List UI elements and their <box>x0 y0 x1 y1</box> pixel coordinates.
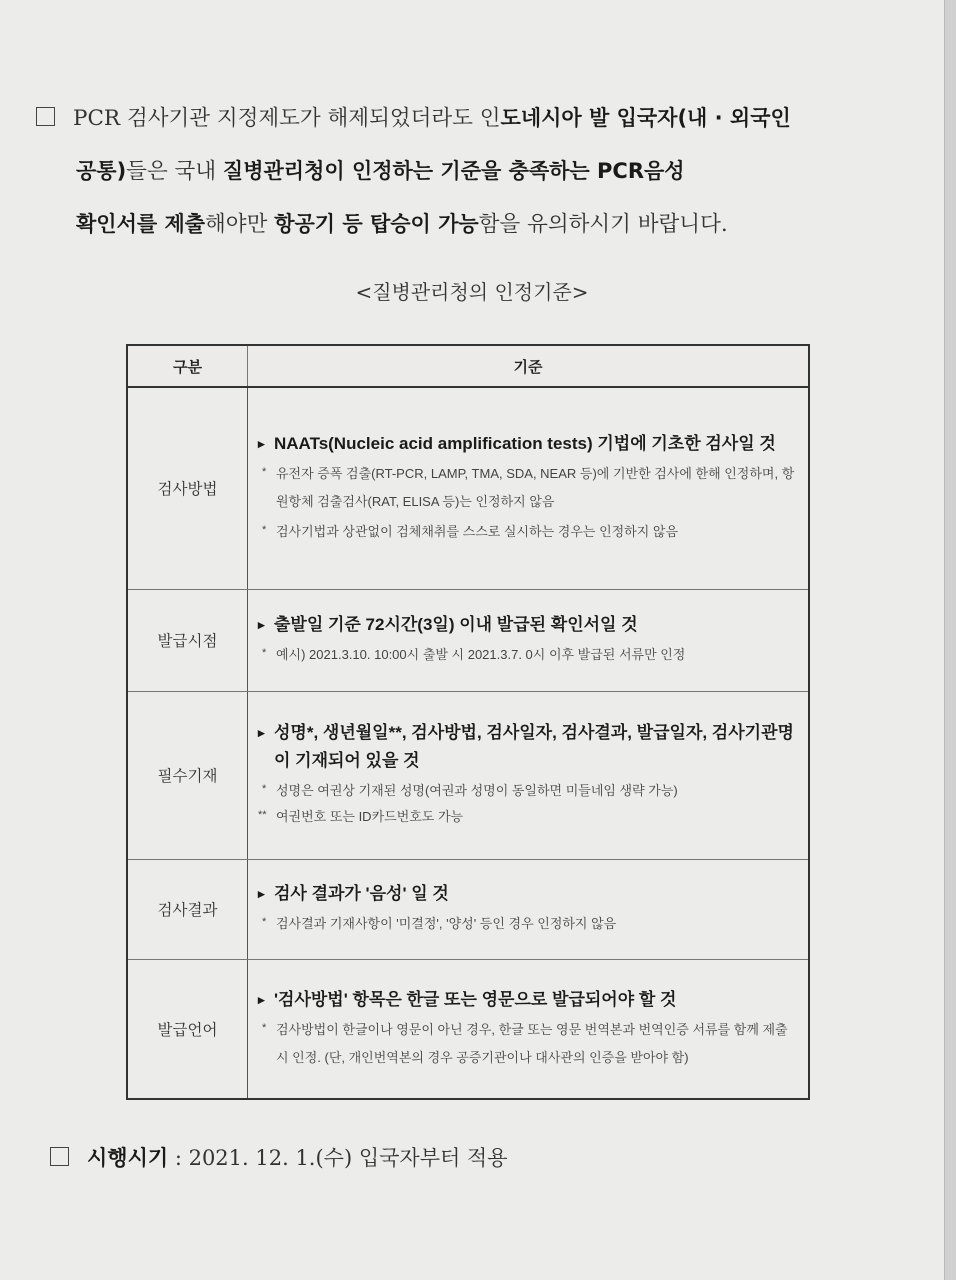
row-criteria <box>248 589 810 691</box>
checkbox-icon <box>50 1147 69 1166</box>
table-row <box>127 387 809 589</box>
notice-emphasis: 항공기 등 탑승이 가능 <box>274 212 479 236</box>
table-header-row <box>127 345 809 387</box>
notice-line-3 <box>36 198 906 251</box>
criteria-main: ▸ 출발일 기준 72시간(3일) 이내 발급된 확인서일 것 <box>258 611 800 639</box>
checkbox-icon <box>36 107 55 126</box>
header-criteria: 기준 <box>248 345 810 387</box>
notice-emphasis: (내 · 외국인 <box>677 106 791 130</box>
criteria-main: ▸ '검사방법' 항목은 한글 또는 영문으로 발급되어야 할 것 <box>258 986 800 1014</box>
criteria-note: * 검사방법이 한글이나 영문이 아닌 경우, 한글 또는 영문 번역본과 번역인증 서류를 함께 제출 시 인정. (단, 개인번역본의 경우 공증기관이나 대사관의 인증을 받아야 함) <box>258 1016 800 1072</box>
notice-text: 함을 유의하시기 바랍니다. <box>478 212 728 237</box>
criteria-note: * 검사결과 기재사항이 '미결정', '양성' 등인 경우 인정하지 않음 <box>258 910 800 938</box>
notice-emphasis: 질병관리청이 인정하는 기준을 충족하는 PCR음성 <box>222 159 685 183</box>
notice-paragraph <box>36 92 906 251</box>
criteria-main: ▸ 검사 결과가 '음성' 일 것 <box>258 880 800 908</box>
row-criteria <box>248 959 810 1099</box>
notice-emphasis: 도네시아 발 입국자 <box>500 106 678 130</box>
criteria-note: * 성명은 여권상 기재된 성명(여권과 성명이 동일하면 미들네임 생략 가능) <box>258 777 800 805</box>
notice-line-2 <box>36 145 906 198</box>
row-criteria <box>248 387 810 589</box>
criteria-table <box>126 344 810 1100</box>
row-criteria <box>248 859 810 959</box>
criteria-note: * 검사기법과 상관없이 검체채취를 스스로 실시하는 경우는 인정하지 않음 <box>258 518 800 546</box>
criteria-note: * 예시) 2021.3.10. 10:00시 출발 시 2021.3.7. 0시 이후 발급된 서류만 인정 <box>258 641 800 669</box>
row-category: 검사방법 <box>127 387 248 589</box>
notice-text: 들은 국내 <box>126 159 223 184</box>
effective-date <box>50 1142 508 1172</box>
row-category: 검사결과 <box>127 859 248 959</box>
table-row <box>127 691 809 859</box>
row-criteria <box>248 691 810 859</box>
notice-line-1 <box>36 92 906 145</box>
effective-date-text: : 2021. 12. 1.(수) 입국자부터 적용 <box>168 1146 508 1170</box>
table-row <box>127 859 809 959</box>
effective-date-label: 시행시기 <box>87 1146 169 1170</box>
header-category: 구분 <box>127 345 248 387</box>
row-category: 발급언어 <box>127 959 248 1099</box>
criteria-note: ** 여권번호 또는 ID카드번호도 가능 <box>258 803 800 831</box>
criteria-main: ▸ NAATs(Nucleic acid amplification tests) 기법에 기초한 검사일 것 <box>258 430 800 458</box>
notice-text: PCR 검사기관 지정제도가 해제되었더라도 인 <box>73 106 501 131</box>
row-category: 필수기재 <box>127 691 248 859</box>
notice-emphasis: 공통) <box>76 159 127 183</box>
criteria-note: * 유전자 증폭 검출(RT-PCR, LAMP, TMA, SDA, NEAR 등)에 기반한 검사에 한해 인정하며, 항원항체 검출검사(RAT, ELISA 등)는 인정하지 않음 <box>258 460 800 516</box>
table-caption: <질병관리청의 인정기준> <box>355 280 589 304</box>
table-row <box>127 959 809 1099</box>
criteria-main: ▸ 성명*, 생년월일**, 검사방법, 검사일자, 검사결과, 발급일자, 검사기관명이 기재되어 있을 것 <box>258 719 800 775</box>
row-category: 발급시점 <box>127 589 248 691</box>
notice-text: 해야만 <box>205 212 275 237</box>
notice-emphasis: 확인서를 제출 <box>76 212 206 236</box>
table-row <box>127 589 809 691</box>
